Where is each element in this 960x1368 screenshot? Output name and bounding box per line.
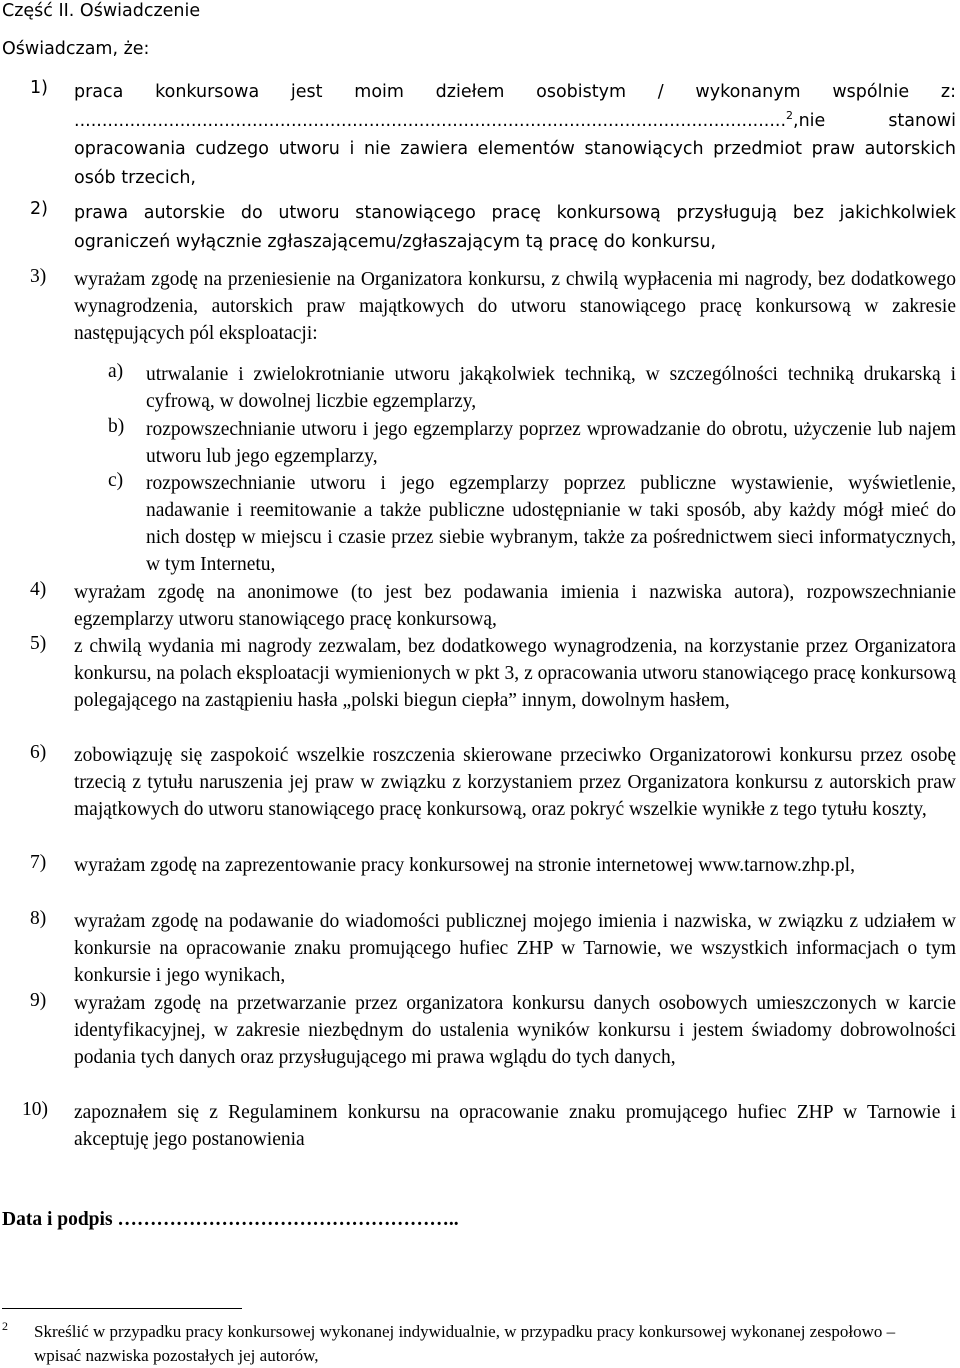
item-number: 3): [30, 266, 47, 287]
signature-line: Data i podpis ……………………………………………..: [2, 1209, 459, 1230]
item-text: praca konkursowa jest moim dziełem osobistym / wykonanym wspólnie z: ................................................................................................................................$^2$,nie stanowi opracowania cudzego utworu i nie zawiera elementów stanowiących przedmiot praw autorskich osób trzecich,: [74, 82, 956, 188]
item-text: wyrażam zgodę na zaprezentowanie pracy konkursowej na stronie internetowej www.tarnow.zhp.pl,: [74, 855, 855, 876]
item-text: wyrażam zgodę na przeniesienie na Organizatora konkursu, z chwilą wypłacenia mi nagrody, bez dodatkowego wynagrodzenia, autorskich praw majątkowych do utworu stanowiącego pracę konkursową w zakresie następujących pól eksploatacji:: [74, 269, 956, 344]
item-number: 5): [30, 633, 47, 654]
item-text: zapoznałem się z Regulaminem konkursu na opracowanie znaku promującego hufiec ZHP w Tarnowie i akceptuję jego postanowienia: [74, 1102, 956, 1150]
item-text: zobowiązuję się zaspokoić wszelkie roszczenia skierowane przeciwko Organizatorowi konkursu przez osobę trzecią z tytułu naruszenia jej praw w związku z korzystaniem przez Organizatora konkursu z autorskich praw majątkowych do utworu stanowiącego pracę konkursową, oraz pokryć wszelkie wynikłe z tego tytułu koszty,: [74, 745, 956, 820]
item-number: 1): [30, 78, 48, 98]
subitem-text: rozpowszechnianie utworu i jego egzemplarzy poprzez publiczne wystawienie, wyświetlenie, nadawanie i reemitowanie a także publiczne udostępnianie w taki sposób, aby każdy mógł mieć do nich dostęp w miejscu i czasie przez siebie wybranym, także za pośrednictwem sieci informatycznych, w tym Internetu,: [146, 473, 956, 575]
item-text: z chwilą wydania mi nagrody zezwalam, bez dodatkowego wynagrodzenia, na korzystanie przez Organizatora konkursu, na polach eksploatacji wymienionych w pkt 3, z opracowania utworu stanowiącego pracę konkursową polegającego na zastąpieniu hasła „polski biegun ciepła” innym, dowolnym hasłem,: [74, 636, 956, 711]
item-number: 4): [30, 579, 47, 600]
footnote-mark: 2: [2, 1319, 8, 1333]
footnote-divider: [2, 1308, 242, 1309]
subitem-text: utrwalanie i zwielokrotnianie utworu jakąkolwiek techniką, w szczególności techniką drukarską i cyfrową, w dowolnej liczbie egzemplarzy,: [146, 364, 956, 412]
item-number: 8): [30, 908, 47, 929]
item-number: 7): [30, 852, 47, 873]
item-text: wyrażam zgodę na podawanie do wiadomości publicznej mojego imienia i nazwiska, w związku z udziałem w konkursie na opracowanie znaku promującego hufiec ZHP w Tarnowie, we wszystkich informacjach o tym konkursie i jego wynikach,: [74, 911, 956, 986]
part-title: Część II. Oświadczenie: [2, 1, 201, 21]
item-number: 9): [30, 990, 47, 1011]
item-text: wyrażam zgodę na anonimowe (to jest bez podawania imienia i nazwiska autora), rozpowszechnianie egzemplarzy utworu stanowiącego pracę konkursową,: [74, 582, 956, 630]
subitem-text: rozpowszechnianie utworu i jego egzemplarzy poprzez wprowadzanie do obrotu, użyczenie lub najem utworu lub jego egzemplarzy,: [146, 419, 956, 467]
footnote-ref: 2: [786, 108, 794, 122]
item-number: 10): [22, 1099, 48, 1120]
subitem-letter: a): [108, 361, 124, 382]
item-text: wyrażam zgodę na przetwarzanie przez organizatora konkursu danych osobowych umieszczonych w karcie identyfikacyjnej, w zakresie niezbędnym do ustalenia wyników konkursu i jestem świadomy dobrowolności podania tych danych oraz przysługującego mi prawa wglądu do tych danych,: [74, 993, 956, 1068]
intro-text: Oświadczam, że:: [2, 39, 150, 59]
item-number: 2): [30, 199, 48, 219]
subitem-letter: b): [108, 416, 125, 437]
item-text: prawa autorskie do utworu stanowiącego pracę konkursową przysługują bez jakichkolwiek ograniczeń wyłącznie zgłaszającemu/zgłaszającym tą pracę do konkursu,: [74, 203, 956, 252]
footnote-text: Skreślić w przypadku pracy konkursowej wykonanej indywidualnie, w przypadku pracy konkursowej wykonanej zespołowo – wpisać nazwiska pozostałych jej autorów,: [34, 1322, 896, 1365]
item-number: 6): [30, 742, 47, 763]
subitem-letter: c): [108, 470, 124, 491]
